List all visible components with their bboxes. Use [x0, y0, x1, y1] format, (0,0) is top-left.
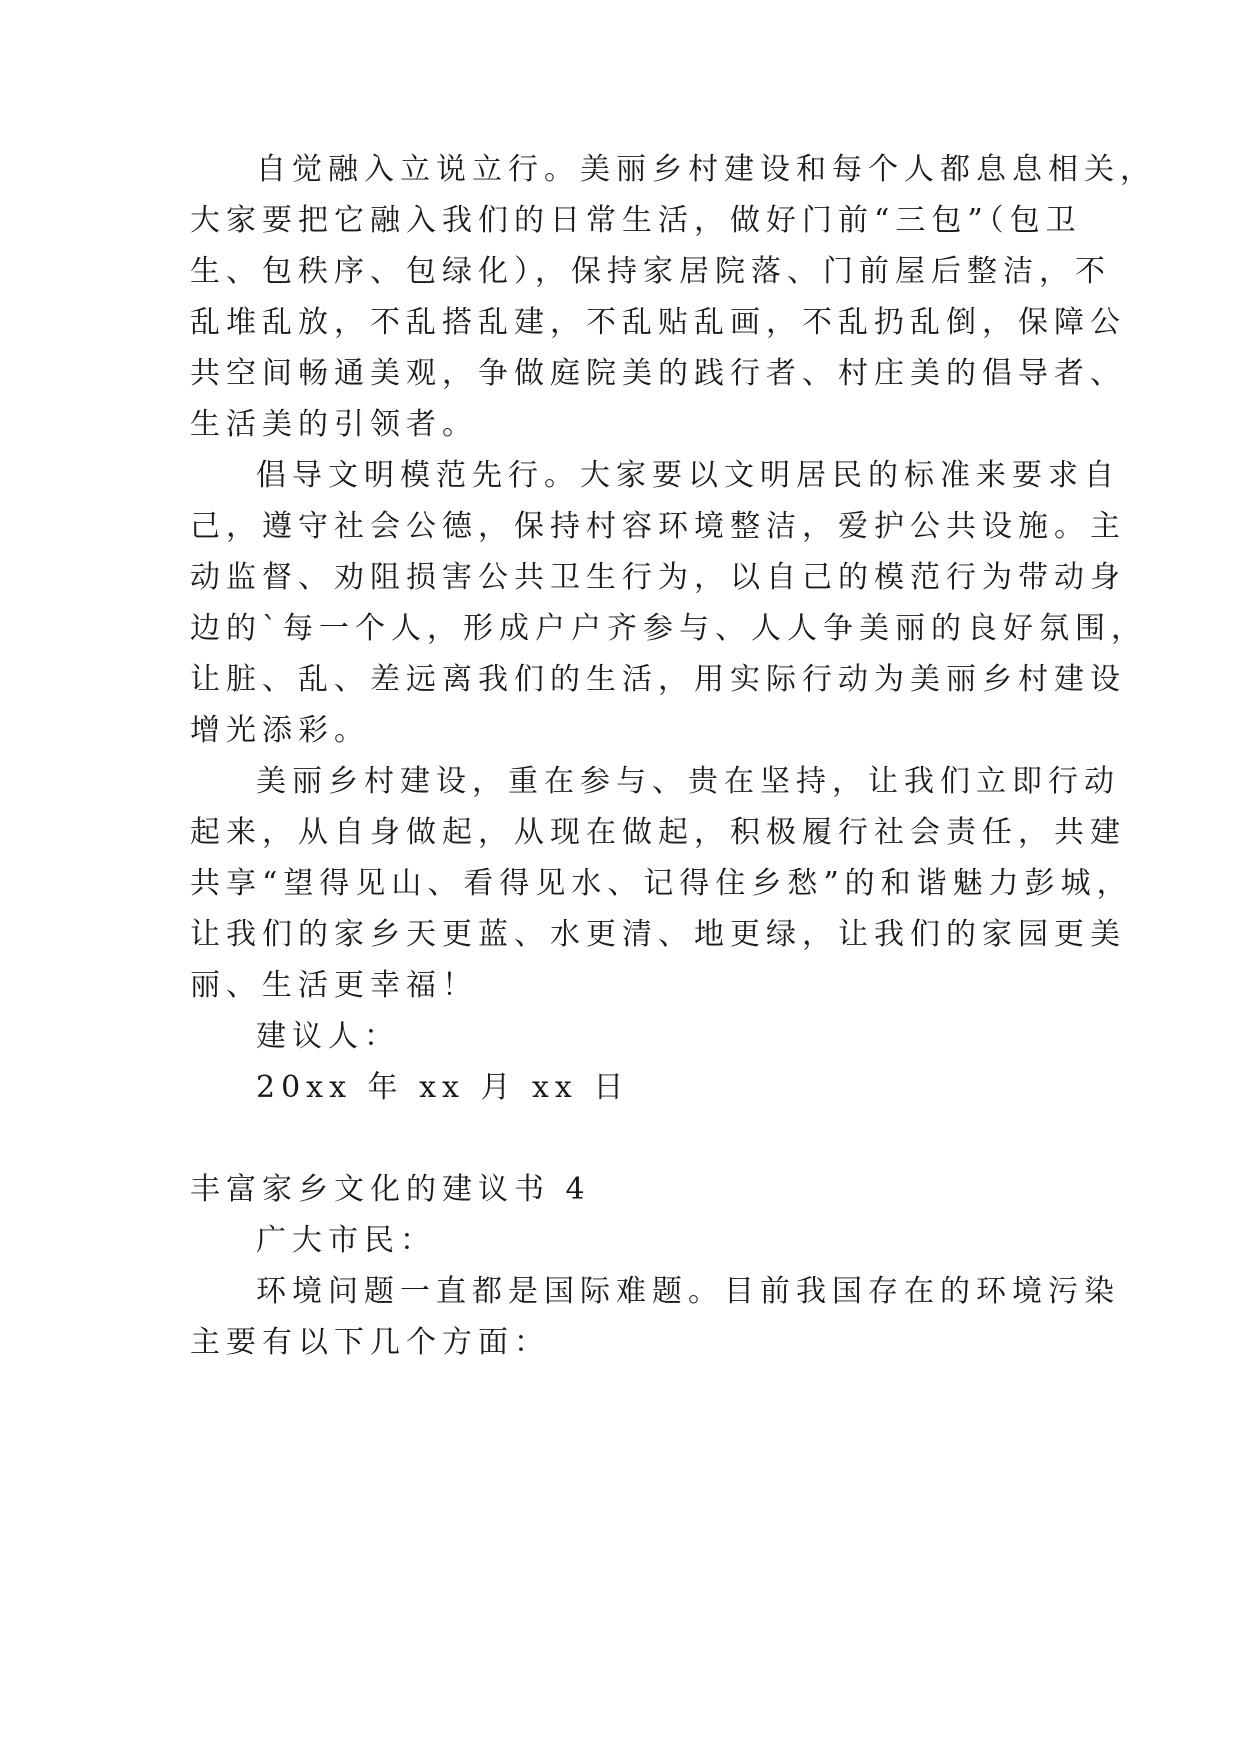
- paragraph-2-line-3: 动监督、劝阻损害公共卫生行为，以自己的模范行为带动身: [190, 560, 1126, 595]
- paragraph-3-line-3: 共享“望得见山、看得见水、记得住乡愁”的和谐魅力彭城，: [190, 866, 1133, 901]
- paragraph-4-line-2: 主要有以下几个方面：: [190, 1325, 550, 1360]
- paragraph-2-line-1: 倡导文明模范先行。大家要以文明居民的标准来要求自: [256, 458, 1120, 493]
- paragraph-1-line-1: 自觉融入立说立行。美丽乡村建设和每个人都息息相关，: [256, 152, 1156, 187]
- paragraph-1-line-3: 生、包秩序、包绿化），保持家居院落、门前屋后整洁，不: [190, 254, 1111, 289]
- paragraph-3-line-2: 起来，从自身做起，从现在做起，积极履行社会责任，共建: [190, 815, 1126, 850]
- paragraph-3-line-4: 让我们的家乡天更蓝、水更清、地更绿，让我们的家园更美: [190, 917, 1126, 952]
- signature-date: 20xx 年 xx 月 xx 日: [256, 1070, 630, 1105]
- paragraph-1-line-6: 生活美的引领者。: [190, 407, 478, 442]
- salutation: 广大市民：: [256, 1223, 436, 1258]
- paragraph-2-line-5: 让脏、乱、差远离我们的生活，用实际行动为美丽乡村建设: [190, 662, 1126, 697]
- paragraph-3-line-1: 美丽乡村建设，重在参与、贵在坚持，让我们立即行动: [256, 764, 1120, 799]
- paragraph-3-line-5: 丽、生活更幸福！: [190, 968, 478, 1003]
- paragraph-4-line-1: 环境问题一直都是国际难题。目前我国存在的环境污染: [256, 1274, 1120, 1309]
- paragraph-1-line-4: 乱堆乱放，不乱搭乱建，不乱贴乱画，不乱扔乱倒，保障公: [190, 305, 1126, 340]
- paragraph-2-line-6: 增光添彩。: [190, 713, 370, 748]
- section-title: 丰富家乡文化的建议书 4: [190, 1172, 591, 1207]
- paragraph-1-line-2: 大家要把它融入我们的日常生活，做好门前“三包”（包卫: [190, 203, 1082, 238]
- paragraph-2-line-2: 己，遵守社会公德，保持村容环境整洁，爱护公共设施。主: [190, 509, 1126, 544]
- paragraph-1-line-5: 共空间畅通美观，争做庭院美的践行者、村庄美的倡导者、: [190, 356, 1126, 391]
- signature-label: 建议人：: [256, 1019, 400, 1054]
- paragraph-2-line-4: 边的`每一个人，形成户户齐参与、人人争美丽的良好氛围，: [190, 611, 1147, 646]
